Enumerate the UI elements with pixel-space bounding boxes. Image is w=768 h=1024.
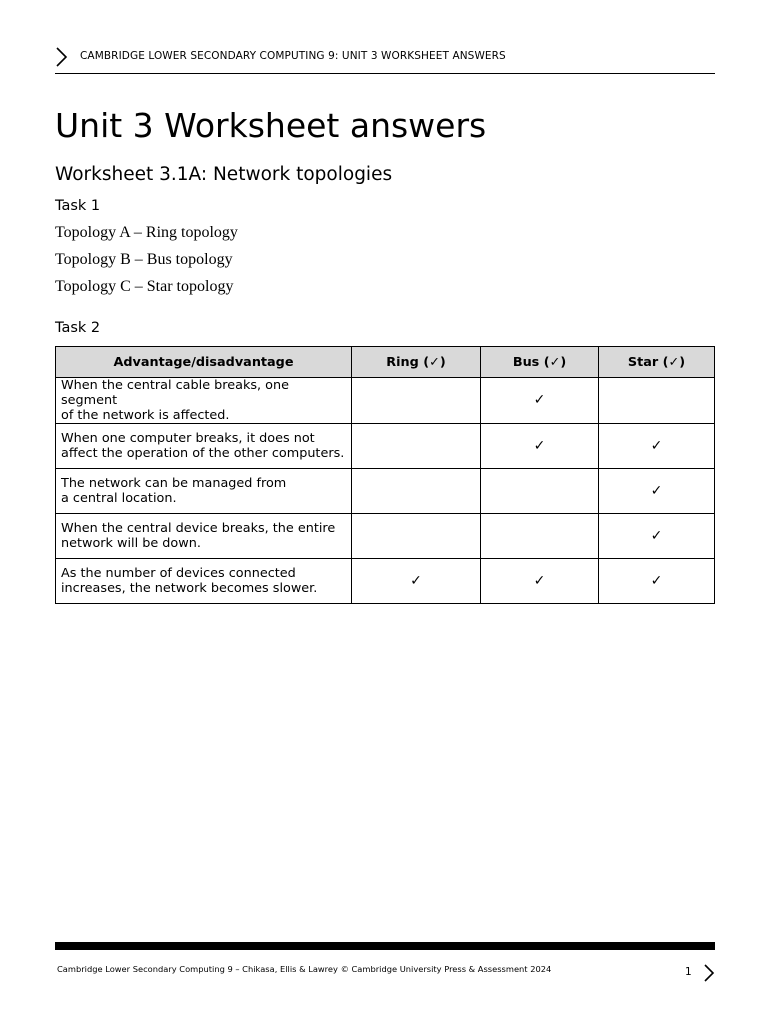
running-header [55, 44, 715, 74]
statement-cell [56, 514, 352, 559]
answer-topology-b: Topology B – Bus topology [55, 251, 233, 268]
table-row [56, 559, 715, 604]
statement-cell [56, 424, 352, 469]
statement-line: When the central cable breaks, one segment [61, 378, 289, 408]
statement-line: network will be down. [61, 536, 201, 551]
statement-line: When the central device breaks, the entire [61, 521, 336, 536]
table-header-row [56, 347, 715, 378]
ring-cell [352, 378, 481, 424]
column-header: Advantage/disadvantage [56, 347, 352, 378]
statement-line: a central location. [61, 491, 177, 506]
chevron-right-icon [55, 46, 69, 68]
ring-cell [352, 424, 481, 469]
table-row [56, 469, 715, 514]
statement-line: increases, the network becomes slower. [61, 581, 318, 596]
star-cell: ✓ [599, 514, 715, 559]
bus-cell: ✓ [481, 559, 599, 604]
table-row [56, 424, 715, 469]
worksheet-title: Worksheet 3.1A: Network topologies [55, 164, 393, 185]
ring-cell [352, 469, 481, 514]
bus-cell: ✓ [481, 424, 599, 469]
table-row [56, 378, 715, 424]
statement-line: When one computer breaks, it does not [61, 431, 315, 446]
running-title: CAMBRIDGE LOWER SECONDARY COMPUTING 9: UNIT 3 WORKSHEET ANSWERS [80, 50, 506, 62]
column-header: Star (✓) [599, 347, 715, 378]
statement-cell [56, 559, 352, 604]
star-cell: ✓ [599, 424, 715, 469]
table-row [56, 514, 715, 559]
answer-topology-c: Topology C – Star topology [55, 278, 234, 295]
footer-rule [55, 942, 715, 950]
statement-line: The network can be managed from [61, 476, 287, 491]
task-1-heading: Task 1 [55, 198, 101, 214]
ring-cell: ✓ [352, 559, 481, 604]
footer-credit: Cambridge Lower Secondary Computing 9 – Chikasa, Ellis & Lawrey © Cambridge University Press & Assessment 2024 [57, 964, 552, 974]
star-cell: ✓ [599, 469, 715, 514]
star-cell: ✓ [599, 559, 715, 604]
statement-line: As the number of devices connected [61, 566, 296, 581]
statement-line: affect the operation of the other computers. [61, 446, 345, 461]
statement-cell [56, 378, 352, 424]
bus-cell: ✓ [481, 378, 599, 424]
bus-cell [481, 514, 599, 559]
page-number: 1 [685, 966, 692, 978]
ring-cell [352, 514, 481, 559]
task-2-heading: Task 2 [55, 320, 101, 336]
star-cell [599, 378, 715, 424]
page-title: Unit 3 Worksheet answers [55, 106, 487, 145]
statement-cell [56, 469, 352, 514]
topology-table [55, 346, 715, 604]
column-header: Bus (✓) [481, 347, 599, 378]
statement-line: of the network is affected. [61, 408, 230, 423]
bus-cell [481, 469, 599, 514]
answer-topology-a: Topology A – Ring topology [55, 224, 238, 241]
chevron-right-icon[interactable] [703, 963, 715, 983]
column-header: Ring (✓) [352, 347, 481, 378]
